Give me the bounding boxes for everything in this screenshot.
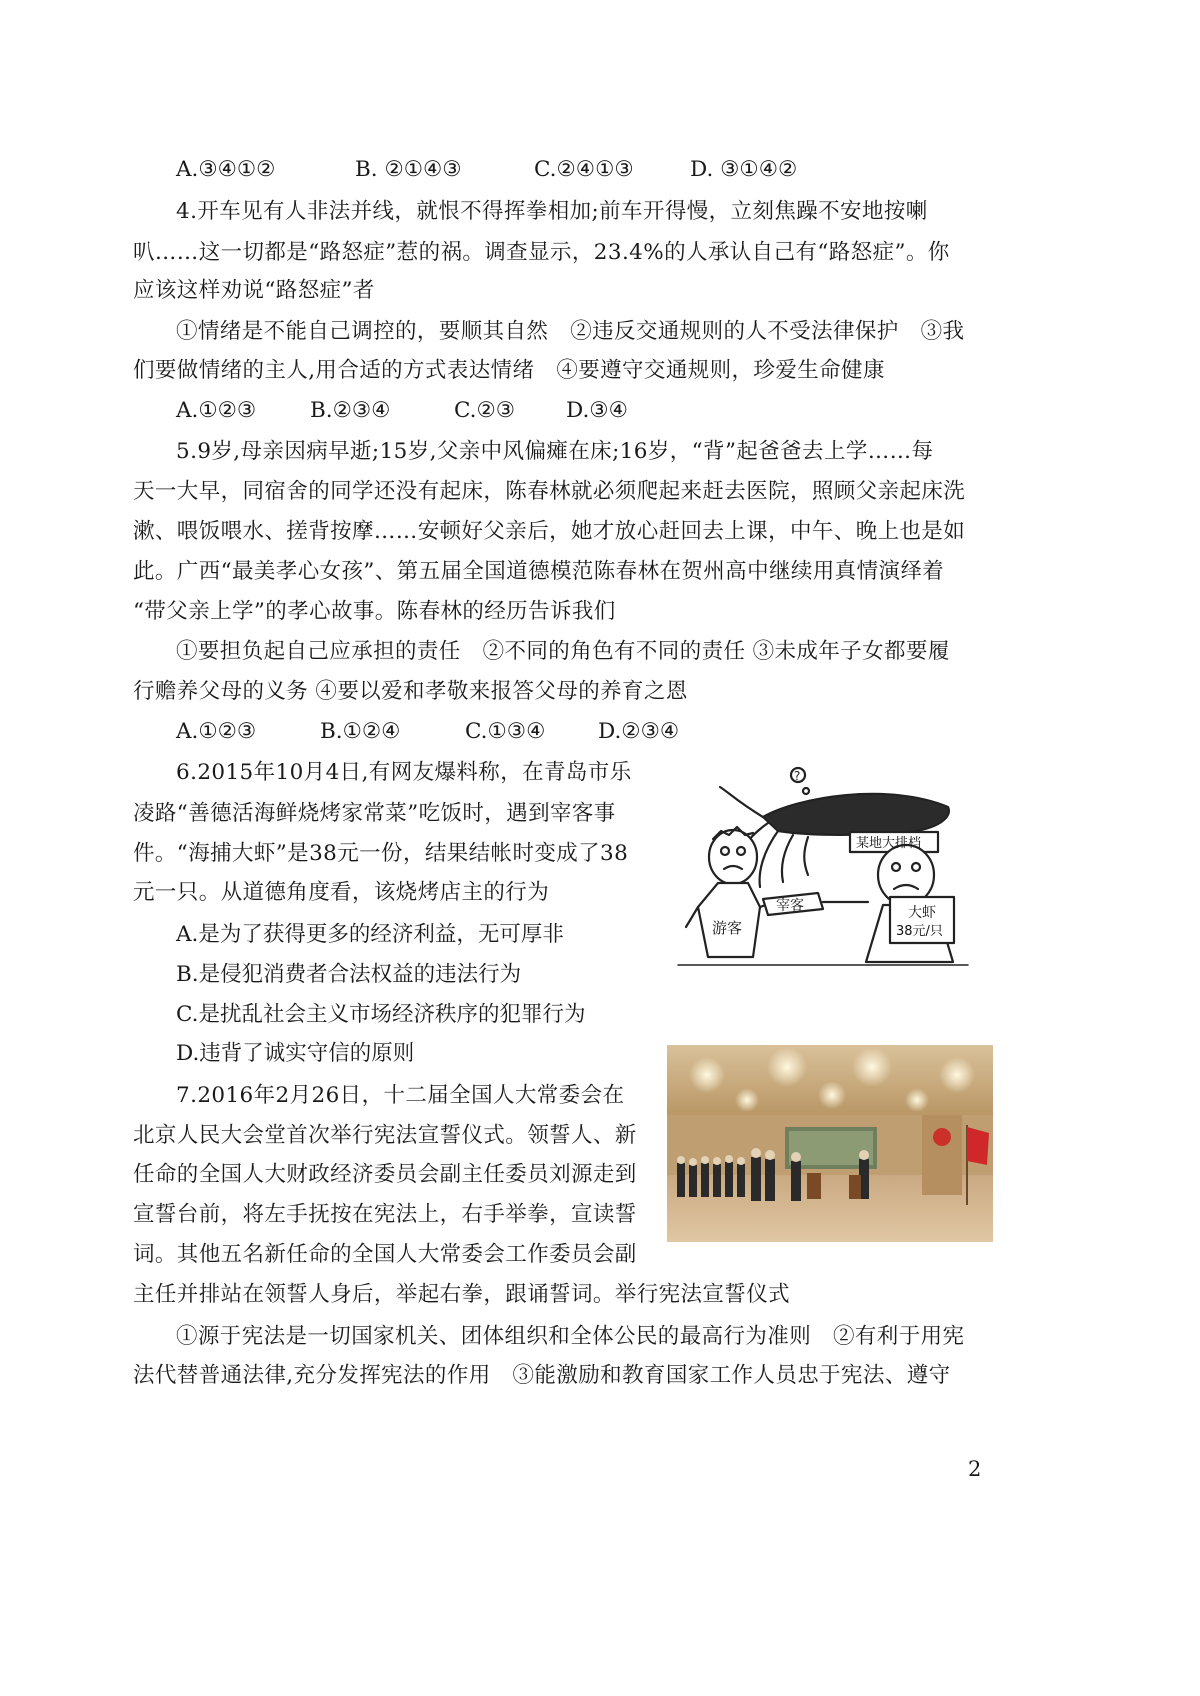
cartoon-price-label: 38元/只 (896, 924, 943, 939)
page-number: 2 (968, 1457, 982, 1481)
q4-option-b: B.②③④ (310, 398, 391, 423)
q5-statement-line-2: 行赡养父母的义务 ④要以爱和孝敬来报答父母的养育之恩 (133, 679, 688, 704)
q5-statement-line-1: ①要担负起自己应承担的责任 ②不同的角色有不同的责任 ③未成年子女都要履 (176, 639, 950, 664)
q5-option-c: C.①③④ (465, 719, 546, 744)
q4-stem-line-1: 4.开车见有人非法并线，就恨不得挥拳相加;前车开得慢，立刻焦躁不安地按喇 (176, 199, 928, 224)
cartoon-sign-label: 某地大排档 (856, 836, 922, 851)
oath-ceremony-photo (667, 1045, 993, 1242)
q6-stem-line-2: 凌路“善德活海鲜烧烤家常菜”吃饭时，遇到宰客事 (133, 801, 616, 826)
q5-stem-line-3: 漱、喂饭喂水、搓背按摩……安顿好父亲后，她才放心赶回去上课，中午、晚上也是如 (133, 519, 966, 544)
q4-stem-line-2: 叭……这一切都是“路怒症”惹的祸。调查显示，23.4%的人承认自己有“路怒症”。你 (133, 240, 950, 265)
q4-option-a: A.①②③ (176, 398, 257, 423)
q4-statement-line-1: ①情绪是不能自己调控的，要顺其自然 ②违反交通规则的人不受法律保护 ③我 (176, 319, 965, 344)
q3-option-d: D. ③①④② (690, 157, 798, 182)
cartoon-tourist-label: 游客 (712, 919, 743, 937)
q3-option-c: C.②④①③ (534, 157, 634, 182)
q5-stem-line-2: 天一大早，同宿舍的同学还没有起床，陈春林就必须爬起来赶去医院，照顾父亲起床洗 (133, 479, 966, 504)
q7-stem-line-6: 主任并排站在领誓人身后，举起右拳，跟诵誓词。举行宪法宣誓仪式 (133, 1282, 791, 1307)
q7-stem-line-4: 宣誓台前，将左手抚按在宪法上，右手举拳，宣读誓 (133, 1202, 637, 1227)
q7-statement-line-2: 法代替普通法律,充分发挥宪法的作用 ③能激励和教育国家工作人员忠于宪法、遵守 (133, 1363, 951, 1388)
q6-option-b: B.是侵犯消费者合法权益的违法行为 (176, 962, 522, 987)
q5-stem-line-4: 此。广西“最美孝心女孩”、第五届全国道德模范陈春林在贺州高中继续用真情演绎着 (133, 559, 945, 584)
q7-stem-line-5: 词。其他五名新任命的全国人大常委会工作委员会副 (133, 1242, 637, 1267)
svg-text:?: ? (794, 769, 801, 783)
q3-option-a: A.③④①② (176, 157, 276, 182)
roadside-stall-cartoon (668, 757, 978, 972)
q7-stem-line-2: 北京人民大会堂首次举行宪法宣誓仪式。领誓人、新 (133, 1123, 637, 1148)
q5-option-a: A.①②③ (176, 719, 257, 744)
cartoon-cheat-label: 宰客 (776, 898, 804, 914)
q4-option-c: C.②③ (454, 398, 516, 423)
q4-option-d: D.③④ (566, 398, 628, 423)
q5-stem-line-5: “带父亲上学”的孝心故事。陈春林的经历告诉我们 (133, 599, 616, 624)
q7-statement-line-1: ①源于宪法是一切国家机关、团体组织和全体公民的最高行为准则 ②有利于用宪 (176, 1324, 965, 1349)
cartoon-shrimp-label: 大虾 (908, 905, 936, 921)
q7-stem-line-1: 7.2016年2月26日，十二届全国人大常委会在 (176, 1083, 625, 1108)
q6-option-a: A.是为了获得更多的经济利益，无可厚非 (176, 922, 564, 947)
q6-stem-line-1: 6.2015年10月4日,有网友爆料称，在青岛市乐 (176, 760, 632, 785)
q6-option-c: C.是扰乱社会主义市场经济秩序的犯罪行为 (176, 1002, 586, 1027)
q6-stem-line-4: 元一只。从道德角度看，该烧烤店主的行为 (133, 880, 550, 905)
q4-statement-line-2: 们要做情绪的主人,用合适的方式表达情绪 ④要遵守交通规则，珍爱生命健康 (133, 358, 885, 383)
q5-stem-line-1: 5.9岁,母亲因病早逝;15岁,父亲中风偏瘫在床;16岁，“背”起爸爸去上学……每 (176, 439, 934, 464)
q5-option-d: D.②③④ (598, 719, 680, 744)
q4-stem-line-3: 应该这样劝说“路怒症”者 (133, 278, 375, 303)
q3-option-b: B. ②①④③ (355, 157, 462, 182)
q6-stem-line-3: 件。“海捕大虾”是38元一份，结果结帐时变成了38 (133, 841, 629, 866)
q7-stem-line-3: 任命的全国人大财政经济委员会副主任委员刘源走到 (133, 1162, 637, 1187)
q6-option-d: D.违背了诚实守信的原则 (176, 1041, 415, 1066)
q5-option-b: B.①②④ (320, 719, 401, 744)
